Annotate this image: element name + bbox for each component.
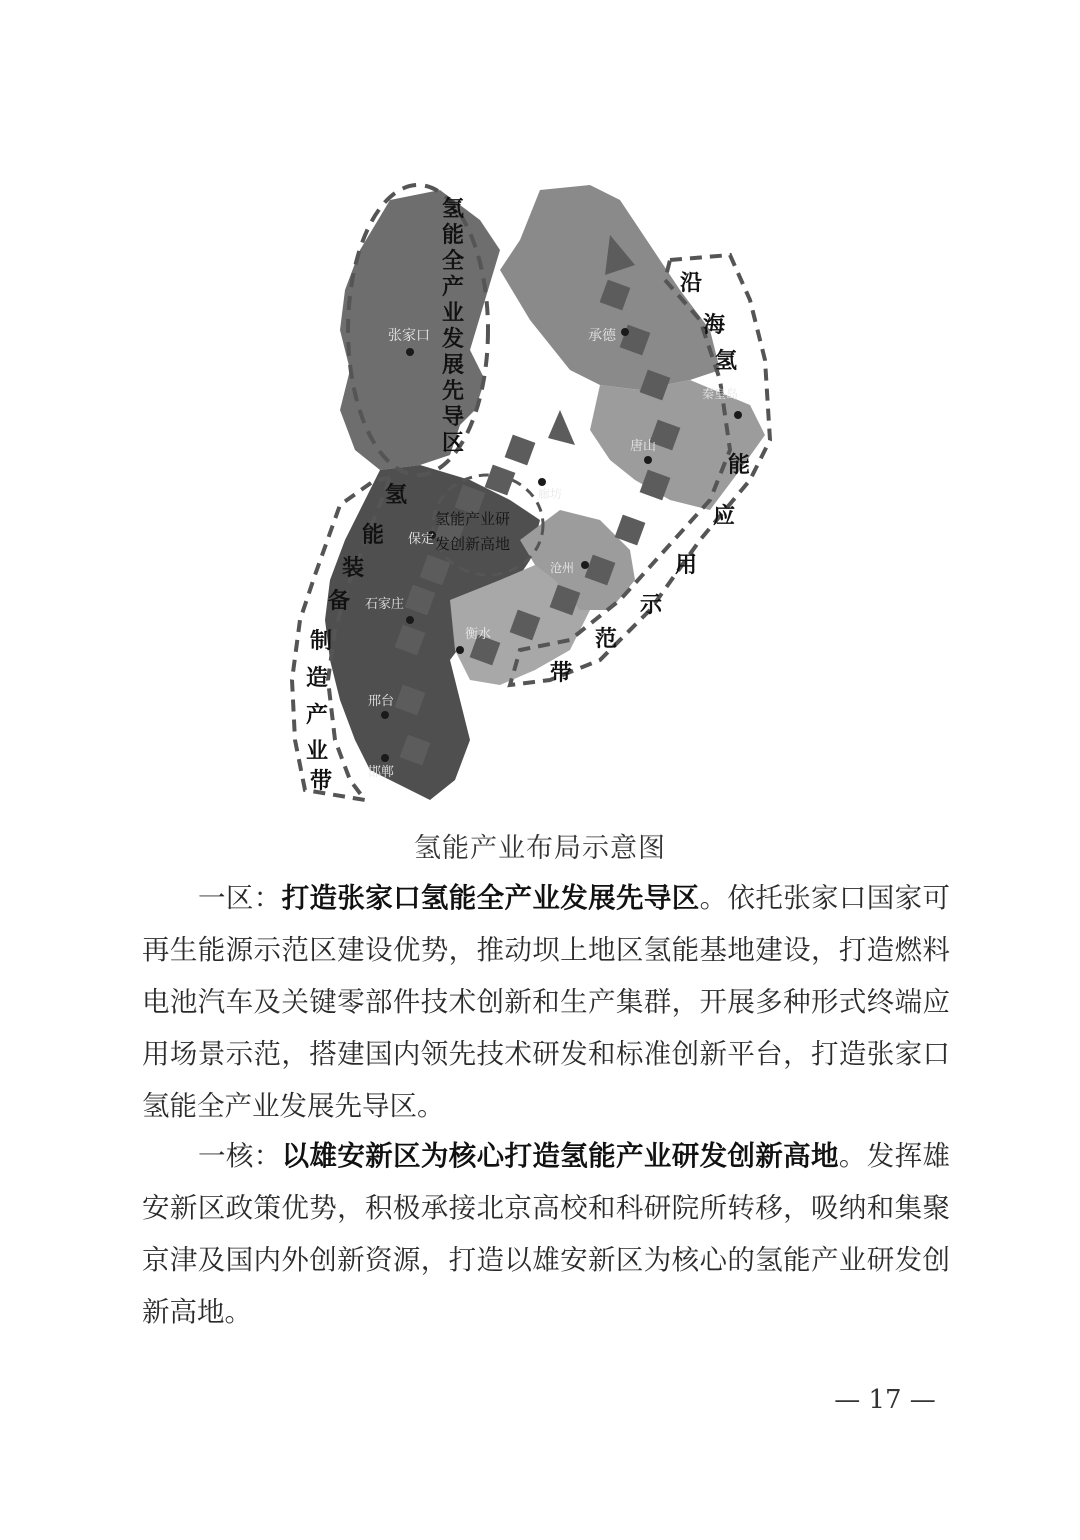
svg-text:沿: 沿 bbox=[680, 271, 703, 296]
city-label-hengshui: 衡水 bbox=[465, 627, 492, 642]
paragraph-lead: 一区： bbox=[198, 882, 282, 914]
svg-text:业: 业 bbox=[442, 301, 465, 326]
paragraph-body: 。依托张家口国家可再生能源示范区建设优势，推动坝上地区氢能基地建设，打造燃料电池汽车及关键零部件技术创新和生产集群，开展多种形式终端应用场景示范，搭建国内领先技术研发和标准创新平台，打造张家口氢能全产业发展先导区。 bbox=[142, 882, 951, 1122]
svg-text:氢: 氢 bbox=[385, 483, 408, 508]
svg-text:展: 展 bbox=[442, 353, 465, 378]
svg-text:应: 应 bbox=[713, 504, 736, 529]
city-label-handan: 邯郸 bbox=[368, 765, 395, 780]
svg-text:产: 产 bbox=[306, 703, 329, 728]
city-dot bbox=[406, 616, 414, 624]
city-dot bbox=[381, 754, 389, 762]
city-dot bbox=[621, 328, 629, 336]
city-dot bbox=[644, 456, 652, 464]
svg-text:氢: 氢 bbox=[715, 349, 738, 374]
svg-text:能: 能 bbox=[728, 453, 751, 478]
city-label-chengde: 承德 bbox=[588, 328, 616, 344]
svg-text:全: 全 bbox=[442, 249, 465, 274]
city-label-zhangjiakou: 张家口 bbox=[388, 328, 430, 344]
city-label-xingtai: 邢台 bbox=[368, 694, 395, 709]
svg-text:制: 制 bbox=[310, 629, 333, 654]
svg-text:产: 产 bbox=[442, 275, 465, 300]
svg-text:海: 海 bbox=[703, 313, 726, 338]
svg-text:装: 装 bbox=[342, 556, 365, 581]
city-label-qinhuangdao: 秦皇岛 bbox=[702, 387, 739, 401]
city-dot bbox=[581, 561, 589, 569]
paragraph-heading: 以雄安新区为核心打造氢能产业研发创新高地 bbox=[281, 1140, 839, 1172]
city-label-tangshan: 唐山 bbox=[630, 439, 657, 454]
svg-text:氢能产业研: 氢能产业研 bbox=[435, 510, 511, 528]
paragraph-zone bbox=[142, 872, 950, 1132]
svg-text:氢: 氢 bbox=[442, 197, 465, 222]
city-label-baoding: 保定 bbox=[408, 532, 435, 547]
svg-text:先: 先 bbox=[442, 379, 465, 404]
svg-text:范: 范 bbox=[595, 627, 618, 652]
paragraph-body: 。发挥雄安新区政策优势，积极承接北京高校和科研院所转移，吸纳和集聚京津及国内外创新资源，打造以雄安新区为核心的氢能产业研发创新高地。 bbox=[142, 1140, 951, 1328]
page-number: — 17 — bbox=[834, 1385, 936, 1415]
svg-text:造: 造 bbox=[306, 666, 329, 691]
paragraph-heading: 打造张家口氢能全产业发展先导区 bbox=[281, 882, 700, 914]
svg-text:能: 能 bbox=[442, 223, 465, 248]
figure-caption: 氢能产业布局示意图 bbox=[414, 833, 666, 864]
city-label-langfang: 廊坊 bbox=[538, 487, 563, 501]
city-dot bbox=[734, 411, 742, 419]
paragraph-core bbox=[142, 1130, 950, 1338]
city-dot bbox=[456, 646, 464, 654]
city-label-shijiazhuang: 石家庄 bbox=[365, 597, 405, 612]
svg-text:带: 带 bbox=[550, 661, 573, 686]
svg-text:导: 导 bbox=[442, 405, 465, 430]
svg-text:能: 能 bbox=[362, 523, 385, 548]
svg-text:业: 业 bbox=[306, 739, 329, 764]
paragraph-lead: 一核： bbox=[198, 1140, 282, 1172]
city-dot bbox=[381, 711, 389, 719]
svg-text:发: 发 bbox=[442, 327, 465, 352]
city-label-cangzhou: 沧州 bbox=[550, 561, 575, 575]
city-dot bbox=[406, 348, 414, 356]
svg-text:带: 带 bbox=[310, 769, 333, 794]
hydrogen-layout-map bbox=[270, 180, 790, 820]
svg-text:用: 用 bbox=[675, 553, 698, 578]
svg-text:示: 示 bbox=[640, 593, 663, 618]
city-dot bbox=[538, 478, 546, 486]
svg-text:备: 备 bbox=[328, 589, 351, 614]
svg-text:区: 区 bbox=[442, 431, 465, 456]
svg-text:发创新高地: 发创新高地 bbox=[435, 535, 511, 553]
